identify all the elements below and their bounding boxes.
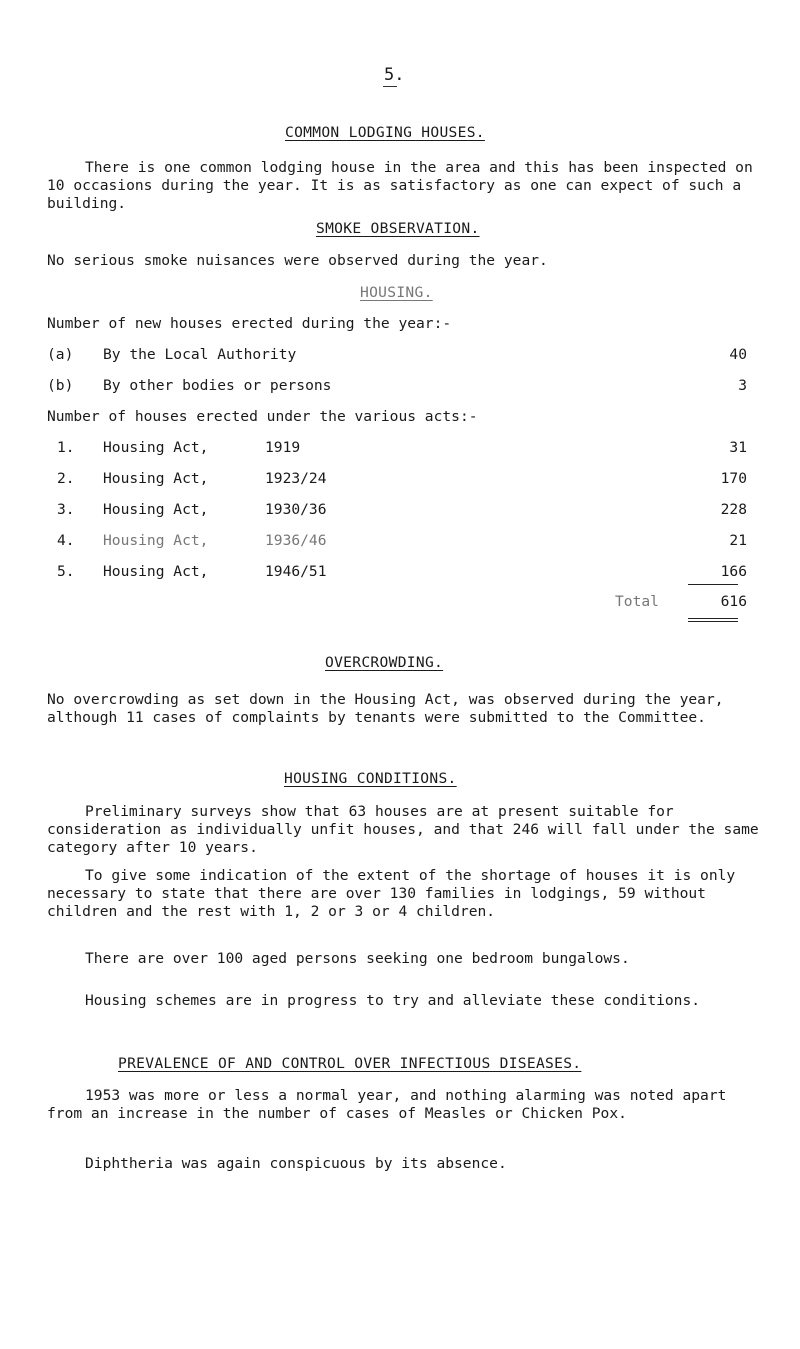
act-row xyxy=(47,439,747,459)
heading-common-lodging: COMMON LODGING HOUSES. xyxy=(285,124,485,141)
page-number-underline xyxy=(383,86,397,87)
total-value: 616 xyxy=(720,593,747,610)
total-double-rule-top xyxy=(688,618,738,619)
act-name: Housing Act, xyxy=(103,439,209,456)
paragraph-infectious: Diphtheria was again conspicuous by its absence. xyxy=(85,1155,507,1172)
act-years: 1923/24 xyxy=(265,470,327,487)
paragraph-overcrowding: No overcrowding as set down in the Housing Act, was observed during the year, although 11 cases of complaints by tenants were submitted to the Committee. xyxy=(47,691,724,726)
total-rule xyxy=(688,584,738,585)
paragraph-infectious: 1953 was more or less a normal year, and nothing alarming was noted apart from an increase in the number of cases of Measles or Chicken Pox. xyxy=(47,1087,727,1122)
row-value: 3 xyxy=(738,377,747,394)
page-number: 5. xyxy=(384,65,405,85)
heading-overcrowding: OVERCROWDING. xyxy=(325,654,444,671)
act-number: 4. xyxy=(57,532,75,549)
total-label: Total xyxy=(615,593,659,610)
act-name: Housing Act, xyxy=(103,563,209,580)
new-houses-row xyxy=(47,346,747,366)
act-name: Housing Act, xyxy=(103,532,209,549)
act-number: 1. xyxy=(57,439,75,456)
total-double-rule-bottom xyxy=(688,621,738,622)
paragraph-smoke: No serious smoke nuisances were observed during the year. xyxy=(47,252,548,269)
act-name: Housing Act, xyxy=(103,470,209,487)
heading-infectious-diseases: PREVALENCE OF AND CONTROL OVER INFECTIOUS DISEASES. xyxy=(118,1055,582,1072)
row-text: By other bodies or persons xyxy=(103,377,332,394)
act-value: 31 xyxy=(729,439,747,456)
act-number: 3. xyxy=(57,501,75,518)
paragraph-housing-conditions: Housing schemes are in progress to try and alleviate these conditions. xyxy=(85,992,701,1009)
act-row xyxy=(47,501,747,521)
acts-intro: Number of houses erected under the various acts:- xyxy=(47,408,478,425)
row-label: (b) xyxy=(47,377,74,394)
row-label: (a) xyxy=(47,346,74,363)
paragraph-housing-conditions: To give some indication of the extent of the shortage of houses it is only necessary to state that there are over 130 families in lodgings, 59 without children and the rest with 1, 2 or 3 or 4 children. xyxy=(47,867,736,920)
total-row xyxy=(47,593,747,613)
new-houses-row xyxy=(47,377,747,397)
act-number: 5. xyxy=(57,563,75,580)
act-years: 1930/36 xyxy=(265,501,327,518)
paragraph-housing-conditions: There are over 100 aged persons seeking one bedroom bungalows. xyxy=(85,950,630,967)
act-row xyxy=(47,470,747,490)
paragraph-common-lodging: There is one common lodging house in the area and this has been inspected on 10 occasions during the year. It is as satisfactory as one can expect of such a building. xyxy=(47,159,753,212)
act-value: 166 xyxy=(720,563,747,580)
act-value: 170 xyxy=(720,470,747,487)
act-years: 1919 xyxy=(265,439,301,456)
act-value: 21 xyxy=(729,532,747,549)
act-name: Housing Act, xyxy=(103,501,209,518)
row-text: By the Local Authority xyxy=(103,346,297,363)
new-houses-intro: Number of new houses erected during the year:- xyxy=(47,315,452,332)
act-row xyxy=(47,563,747,583)
paragraph-housing-conditions: Preliminary surveys show that 63 houses are at present suitable for consideration as individually unfit houses, and that 246 will fall under the same category after 10 years. xyxy=(47,803,759,856)
act-row xyxy=(47,532,747,552)
act-value: 228 xyxy=(720,501,747,518)
heading-housing: HOUSING. xyxy=(360,284,433,301)
act-years: 1936/46 xyxy=(265,532,327,549)
row-value: 40 xyxy=(729,346,747,363)
act-years: 1946/51 xyxy=(265,563,327,580)
act-number: 2. xyxy=(57,470,75,487)
heading-housing-conditions: HOUSING CONDITIONS. xyxy=(284,770,457,787)
heading-smoke-observation: SMOKE OBSERVATION. xyxy=(316,220,480,237)
